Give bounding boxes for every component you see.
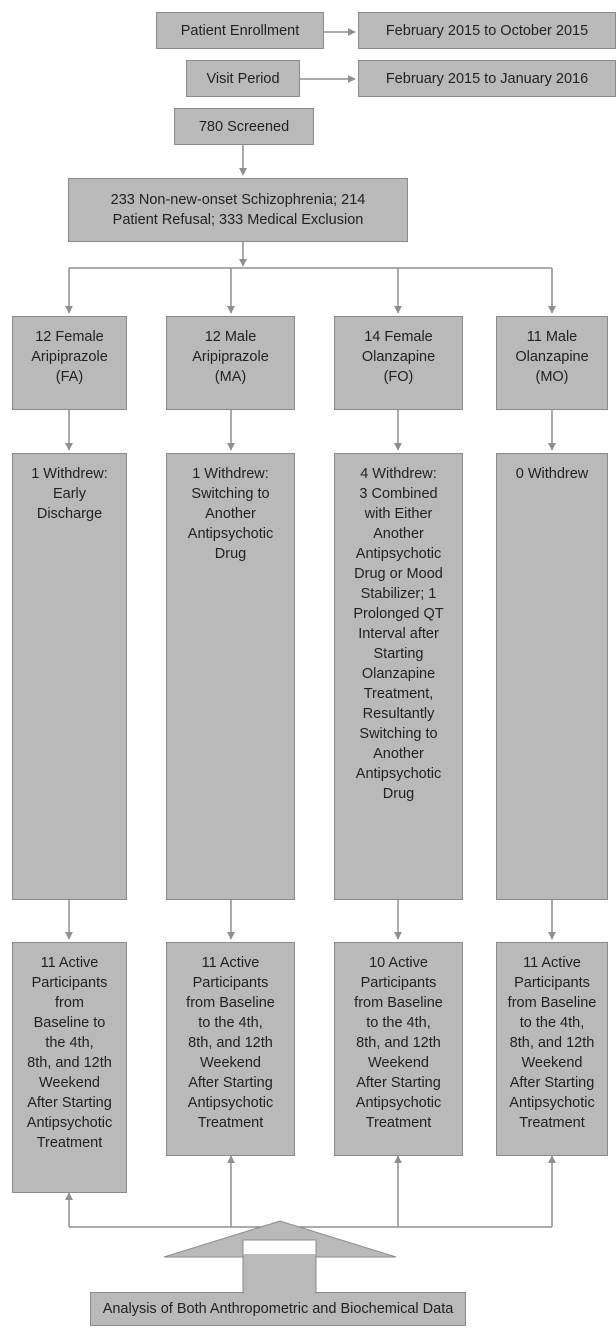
analysis-label: Analysis of Both Anthropometric and Biochemical Data: [102, 1301, 454, 1317]
visit-dates-label: February 2015 to January 2016: [385, 70, 589, 87]
screened-label: 780 Screened: [198, 118, 290, 135]
withdrew-label-ma: 1 Withdrew: Switching to Another Antipsychotic Drug: [187, 466, 274, 562]
exclusion-box: [68, 178, 408, 242]
active-box-ma: [166, 942, 295, 1156]
withdrew-label-mo: 0 Withdrew: [515, 466, 589, 482]
active-label-ma: 11 Active Participants from Baseline to the 4th, 8th, and 12th Weekend After Starting Antipsychotic Treatment: [186, 955, 275, 1131]
analysis-box: [90, 1292, 466, 1326]
withdrew-box-fa: [12, 453, 127, 900]
exclusion-label: 233 Non-new-onset Schizophrenia; 214 Patient Refusal; 333 Medical Exclusion: [110, 192, 366, 228]
group-label-fa: 12 Female Aripiprazole (FA): [31, 329, 108, 385]
enrollment-dates-label: February 2015 to October 2015: [385, 22, 589, 39]
withdrew-label-fo: 4 Withdrew: 3 Combined with Either Another Antipsychotic Drug or Mood Stabilizer; 1 Prolonged QT Interval after Starting Olanzapine Treatment, Resultantly Switching to Another Antipsychotic Drug: [353, 466, 444, 802]
active-box-fo: [334, 942, 463, 1156]
group-box-mo: [496, 316, 608, 410]
group-label-fo: 14 Female Olanzapine (FO): [361, 329, 436, 385]
visit-period-label: Visit Period: [206, 70, 280, 87]
group-box-fo: [334, 316, 463, 410]
withdrew-label-fa: 1 Withdrew: Early Discharge: [31, 466, 108, 522]
withdrew-box-ma: [166, 453, 295, 900]
patient-enrollment-box: [156, 12, 324, 49]
visit-period-box: [186, 60, 300, 97]
group-label-ma: 12 Male Aripiprazole (MA): [192, 329, 269, 385]
withdrew-box-fo: [334, 453, 463, 900]
group-box-ma: [166, 316, 295, 410]
withdrew-box-mo: [496, 453, 608, 900]
active-label-fo: 10 Active Participants from Baseline to the 4th, 8th, and 12th Weekend After Starting Antipsychotic Treatment: [354, 955, 443, 1131]
visit-dates-box: [358, 60, 616, 97]
active-label-fa: 11 Active Participants from Baseline to the 4th, 8th, and 12th Weekend After Starting Antipsychotic Treatment: [26, 955, 113, 1151]
enrollment-dates-box: [358, 12, 616, 49]
active-label-mo: 11 Active Participants from Baseline to the 4th, 8th, and 12th Weekend After Starting Antipsychotic Treatment: [507, 955, 597, 1131]
active-box-mo: [496, 942, 608, 1156]
group-label-mo: 11 Male Olanzapine (MO): [515, 329, 589, 385]
screened-box: [174, 108, 314, 145]
active-box-fa: [12, 942, 127, 1193]
group-box-fa: [12, 316, 127, 410]
patient-enrollment-label: Patient Enrollment: [180, 22, 300, 39]
